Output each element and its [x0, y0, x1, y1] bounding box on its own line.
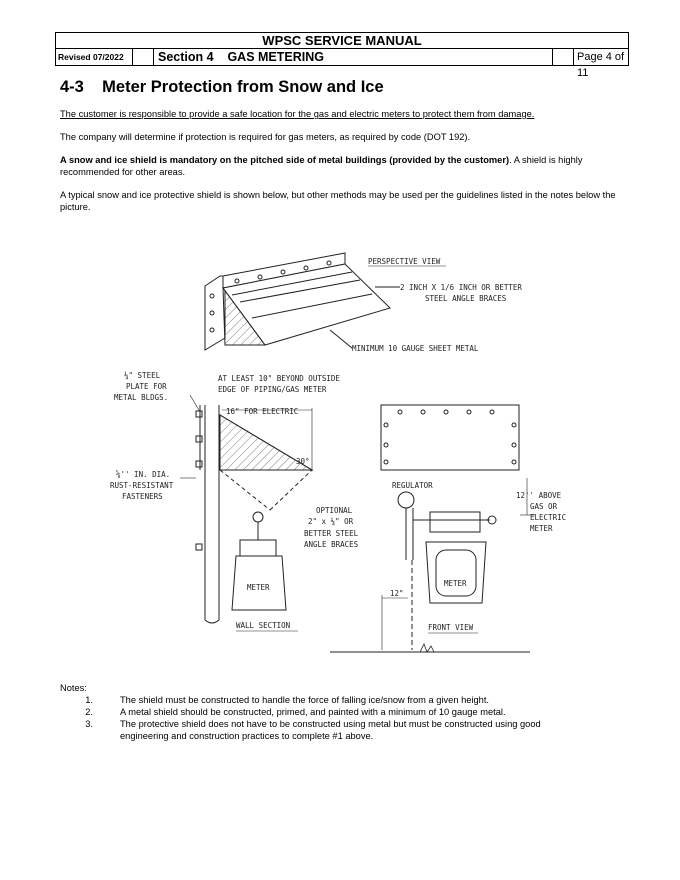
label-plate-3: METAL BLDGS. — [114, 393, 169, 402]
label-electric: 16" FOR ELECTRIC — [226, 407, 299, 416]
label-dim-12: 12" — [390, 589, 404, 598]
label-optional-1: OPTIONAL — [316, 506, 353, 515]
label-fastener-3: FASTENERS — [122, 492, 163, 501]
front-view — [330, 405, 535, 652]
label-regulator: REGULATOR — [392, 481, 433, 490]
note-text: A metal shield should be constructed, primed, and painted with a minimum of 10 gauge metal. — [120, 707, 506, 717]
page-number: Page 4 of 11 — [577, 51, 625, 79]
label-meter-front: METER — [444, 579, 467, 588]
note-number: 1. — [85, 695, 93, 705]
label-plate-1: ¼" STEEL — [124, 371, 161, 380]
label-above-3: ELECTRIC — [530, 513, 567, 522]
label-perspective-view: PERSPECTIVE VIEW — [368, 257, 441, 266]
label-front-view: FRONT VIEW — [428, 623, 474, 632]
label-above-4: METER — [530, 524, 553, 533]
note-text: The protective shield does not have to be constructed using metal but must be constructed using good engineering and construction practices to complete #1 above. — [120, 719, 541, 741]
label-optional-3: BETTER STEEL — [304, 529, 359, 538]
section-title: Section 4 GAS METERING — [154, 49, 553, 65]
label-angle: 30° — [296, 457, 310, 466]
label-braces-line2: STEEL ANGLE BRACES — [425, 294, 507, 303]
notes-title: Notes: — [60, 683, 87, 693]
label-braces-line1: 2 INCH X 1/6 INCH OR BETTER — [400, 283, 522, 292]
label-above-1: 12'' ABOVE — [516, 491, 562, 500]
note-number: 3. — [85, 719, 93, 729]
label-meter-wall: METER — [247, 583, 270, 592]
label-optional-4: ANGLE BRACES — [304, 540, 359, 549]
paragraph-responsibility: The customer is responsible to provide a safe location for the gas and electric meters to protect them from damage. — [60, 109, 535, 119]
manual-title: WPSC SERVICE MANUAL — [56, 33, 628, 49]
paragraph-company: The company will determine if protection is required for gas meters, as required by code (DOT 192). — [60, 132, 471, 142]
mandatory-rest-text: . A shield is highly recommended for other areas. — [60, 155, 583, 177]
label-wall-section: WALL SECTION — [236, 621, 291, 630]
paragraph-typical: A typical snow and ice protective shield is shown below, but other methods may be used per the guidelines listed in the notes below the picture. — [60, 190, 616, 212]
label-beyond-1: AT LEAST 10" BEYOND OUTSIDE — [218, 374, 340, 383]
label-plate-2: PLATE FOR — [126, 382, 167, 391]
wall-section — [180, 395, 312, 623]
label-beyond-2: EDGE OF PIPING/GAS METER — [218, 385, 327, 394]
mandatory-bold-text: A snow and ice shield is mandatory on the pitched side of metal buildings (provided by the customer) — [60, 155, 510, 165]
revised-date: Revised 07/2022 — [56, 49, 133, 65]
label-sheet-metal: MINIMUM 10 GAUGE SHEET METAL — [352, 344, 479, 353]
label-optional-2: 2" x ¼" OR — [308, 517, 354, 526]
label-fastener-1: ⅝'' IN. DIA. — [116, 470, 171, 479]
note-text: The shield must be constructed to handle the force of falling ice/snow from a given height. — [120, 695, 489, 705]
perspective-shield — [205, 253, 400, 350]
section-heading: 4-3 Meter Protection from Snow and Ice — [60, 78, 384, 96]
label-fastener-2: RUST-RESISTANT — [110, 481, 174, 490]
note-number: 2. — [85, 707, 93, 717]
label-above-2: GAS OR — [530, 502, 558, 511]
